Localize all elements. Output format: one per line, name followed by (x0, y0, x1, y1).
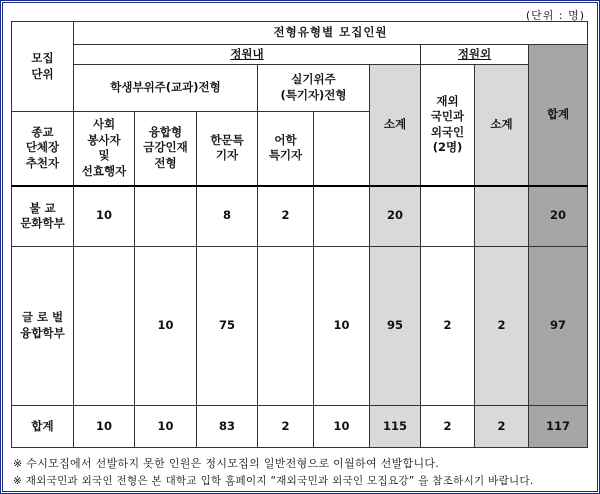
cell-volunteer: 10 (135, 406, 197, 448)
cell-hanmun: 2 (258, 406, 314, 448)
note-1: ※ 수시모집에서 선발하지 못한 인원은 정시모집의 일반전형으로 이월하여 선발합니다. (13, 457, 440, 470)
cell-language (314, 186, 370, 247)
main-group-header: 전형유형별 모집인원 (74, 22, 588, 45)
cell-volunteer: 10 (135, 247, 197, 406)
cell-subtotal-out (475, 186, 529, 247)
subtotal-in-header: 소계 (370, 65, 421, 186)
unit-col-header: 모집 단위 (12, 22, 74, 112)
table-row-total (12, 406, 588, 448)
cell-language: 10 (314, 406, 370, 448)
cell-convergence: 8 (197, 186, 258, 247)
admission-quota-table (11, 21, 588, 448)
cell-total: 20 (529, 186, 588, 247)
cell-convergence: 75 (197, 247, 258, 406)
hanmun-header: 한문특 기자 (197, 112, 258, 186)
language-header: 어학 특기자 (258, 112, 314, 186)
subtotal-out-header: 소계 (475, 65, 529, 186)
row-name: 불 교 문화학부 (12, 186, 74, 247)
overseas-header: 재외 국민과 외국인 (2명) (421, 65, 475, 186)
row-name: 글 로 벌 융합학부 (12, 247, 74, 406)
cell-volunteer (135, 186, 197, 247)
convergence-header: 융합형 금강인재 전형 (135, 112, 197, 186)
cell-overseas: 2 (421, 247, 475, 406)
cell-total: 117 (529, 406, 588, 448)
cell-convergence: 83 (197, 406, 258, 448)
student-records-group-header: 학생부위주(교과)전형 (74, 65, 258, 112)
note-2: ※ 재외국민과 외국인 전형은 본 대학교 입학 홈페이지 “재외국민과 외국인 모집요강” 을 참조하시기 바랍니다. (13, 475, 534, 487)
total-header: 합계 (529, 45, 588, 186)
cell-hanmun: 2 (258, 186, 314, 247)
cell-subtotal-out: 2 (475, 406, 529, 448)
cell-subtotal-out: 2 (475, 247, 529, 406)
cell-religious: 10 (74, 186, 135, 247)
cell-total: 97 (529, 247, 588, 406)
cell-overseas (421, 186, 475, 247)
volunteer-header: 사회 봉사자 및 선효행자 (74, 112, 135, 186)
cell-subtotal-in: 115 (370, 406, 421, 448)
cell-subtotal-in: 95 (370, 247, 421, 406)
row-name: 합계 (12, 406, 74, 448)
cell-religious: 10 (74, 406, 135, 448)
religious-header: 종교 단체장 추천자 (12, 112, 74, 186)
cell-language: 10 (314, 247, 370, 406)
practical-group-header: 실기위주 (특기자)전형 (258, 65, 370, 112)
cell-subtotal-in: 20 (370, 186, 421, 247)
unit-label: (단위 : 명) (525, 9, 585, 22)
cell-overseas: 2 (421, 406, 475, 448)
within-quota-header: 정원내 (74, 45, 421, 65)
table-row (12, 186, 588, 247)
cell-hanmun (258, 247, 314, 406)
cell-religious (74, 247, 135, 406)
outside-quota-header: 정원외 (421, 45, 529, 65)
table-row (12, 247, 588, 406)
